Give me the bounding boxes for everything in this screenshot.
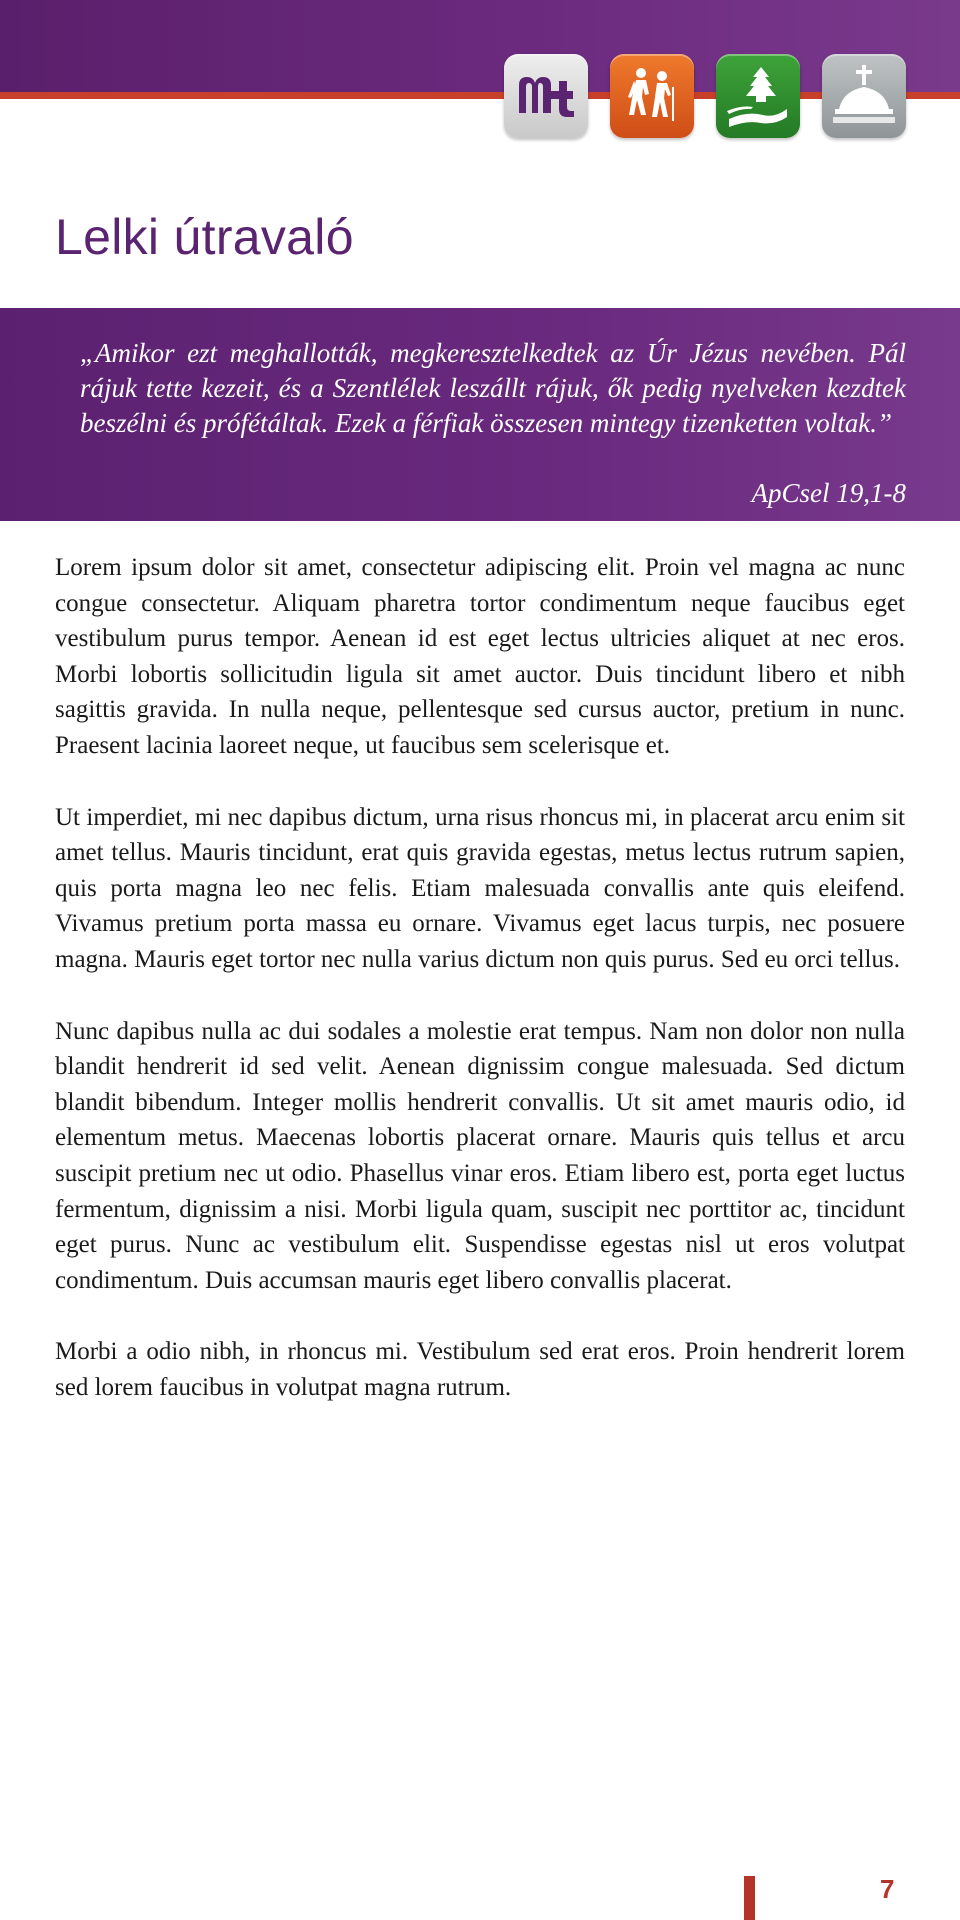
footer-accent-bar bbox=[744, 1876, 755, 1920]
body-paragraph: Ut imperdiet, mi nec dapibus dictum, urna risus rhoncus mi, in placerat arcu enim sit amet tellus. Mauris tincidunt, erat quis gravida egestas, metus lectus rutrum sapien, quis porta magna leo nec felis. Etiam malesuada convallis ante quis eleifend. Vivamus pretium porta massa eu ornare. Vivamus eget lacus turpis, nec posuere magna. Mauris eget tortor nec nulla varius dictum non quis purus. Sed eu orci tellus. bbox=[55, 803, 905, 973]
ml-logo-icon bbox=[504, 54, 588, 138]
body-paragraph: Nunc dapibus nulla ac dui sodales a molestie erat tempus. Nam non dolor non nulla blandit hendrerit id sed velit. Aenean dignissim congue malesuada. Sed dictum blandit bibendum. Integer mollis hendrerit convallis. Ut sit amet mauris odio, id elementum metus. Maecenas lobortis placerat ornare. Mauris quis tellus et arcu suscipit pretium nec ut odio. Phasellus vinar eros. Etiam libero est, porta eget luctus fermentum, dignissim a nisi. Morbi ligula quam, suscipit nec porttitor ac, tincidunt eget purus. Nunc ac vestibulum elit. Suspendisse egestas nisl ut eros volutpat condimentum. Duis accumsan mauris eget libero convallis placerat. bbox=[55, 1017, 905, 1294]
quote-box bbox=[0, 308, 960, 521]
body-paragraph: Lorem ipsum dolor sit amet, consectetur adipiscing elit. Proin vel magna ac nunc congue consectetur. Aliquam pharetra tortor condimentum neque faucibus eget vestibulum purus tempor. Aenean id est eget lectus ultricies aliquet at nec eros. Morbi lobortis sollicitudin ligula sit amet auctor. Duis tincidunt libero et nibh sagittis gravida. In nulla neque, pellentesque sed cursus auctor, pretium in nunc. Praesent lacinia laoreet neque, ut faucibus sem scelerisque et. bbox=[55, 554, 905, 759]
category-icons bbox=[504, 54, 906, 138]
body-text bbox=[55, 550, 905, 1441]
bible-quote: „Amikor ezt meghallották, megkeresztelkedtek az Úr Jézus nevében. Pál rájuk tette kezeit, és a Szentlélek leszállt rájuk, ők pedig nyelveken kezdtek beszélni és prófétáltak. Ezek a férfiak összesen mintegy tizenketten voltak.” bbox=[80, 338, 906, 438]
page-title: Lelki útravaló bbox=[55, 209, 354, 265]
quote-reference: ApCsel 19,1-8 bbox=[751, 478, 906, 508]
nature-path-icon bbox=[716, 54, 800, 138]
page-number: 7 bbox=[880, 1874, 895, 1904]
hikers-icon bbox=[610, 54, 694, 138]
chapel-icon bbox=[822, 54, 906, 138]
body-paragraph: Morbi a odio nibh, in rhoncus mi. Vestibulum sed erat eros. Proin hendrerit lorem sed lorem faucibus in volutpat magna rutrum. bbox=[55, 1338, 905, 1401]
